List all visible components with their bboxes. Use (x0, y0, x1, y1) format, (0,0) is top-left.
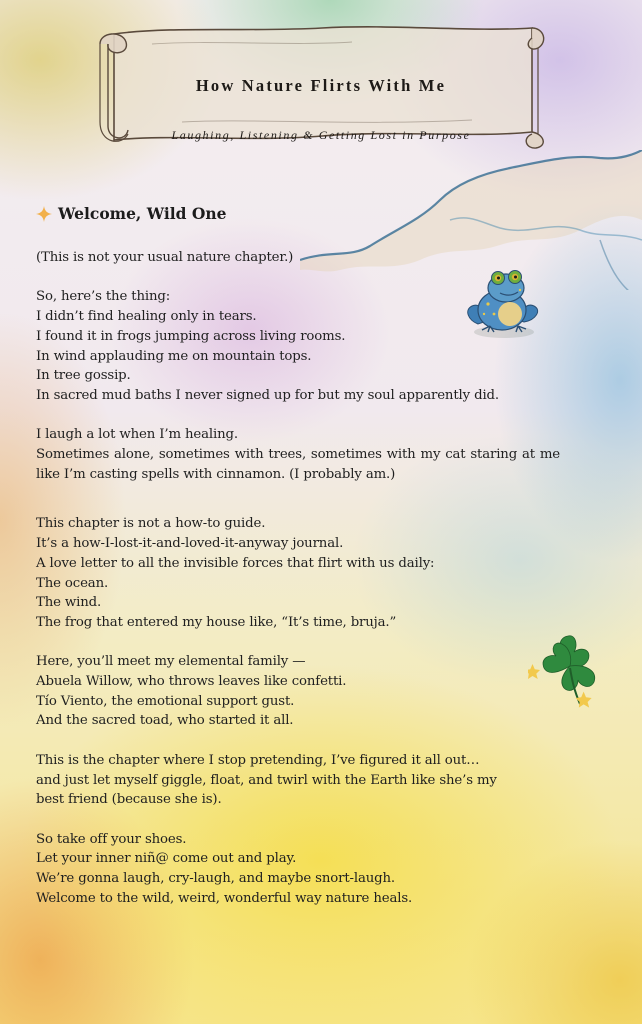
text-line: Abuela Willow, who throws leaves like confetti. (36, 674, 347, 690)
text-line: I didn’t find healing only in tears. (36, 309, 257, 325)
text-line: So take off your shoes. (36, 831, 187, 847)
text-line: I found it in frogs jumping across living rooms. (36, 328, 346, 344)
text-line: This chapter is not a how-to guide. (36, 516, 266, 532)
page-title: How Nature Flirts With Me (195, 76, 447, 95)
title-scroll-banner (92, 22, 550, 150)
text-line: Tío Viento, the emotional support gust. (36, 693, 295, 709)
text-line: The frog that entered my house like, “It’s time, bruja.” (36, 614, 397, 630)
text-line: In tree gossip. (36, 368, 131, 384)
text-line: So, here’s the thing: (36, 289, 171, 305)
text-line: and just let myself giggle, float, and twirl with the Earth like she’s my (36, 772, 497, 788)
text-line: We’re gonna laugh, cry-laugh, and maybe snort-laugh. (36, 871, 396, 887)
text-line: In sacred mud baths I never signed up for but my soul apparently did. (36, 387, 499, 403)
text-line: The wind. (36, 595, 102, 611)
text-line: I laugh a lot when I’m healing. (36, 427, 238, 443)
text-paragraph: Sometimes alone, sometimes with trees, sometimes with my cat staring at me like I’m casting spells with cinnamon. (I probably am.) (36, 447, 560, 482)
section-heading-text: Welcome, Wild One (58, 204, 227, 223)
text-line: Here, you’ll meet my elemental family — (36, 654, 306, 670)
page-subtitle: Laughing, Listening & Getting Lost in Purpose (171, 128, 471, 142)
text-line: Welcome to the wild, weird, wonderful way nature heals. (36, 890, 413, 906)
text-line: And the sacred toad, who started it all. (36, 713, 294, 729)
text-line: best friend (because she is). (36, 792, 222, 808)
text-line: It’s a how-I-lost-it-and-loved-it-anyway journal. (36, 536, 344, 552)
text-line: Let your inner niñ@ come out and play. (36, 851, 297, 867)
text-line: This is the chapter where I stop pretending, I’ve figured it all out… (36, 752, 480, 768)
clover-icon (528, 628, 612, 712)
text-line: A love letter to all the invisible forces that flirt with us daily: (36, 555, 435, 571)
text-line: (This is not your usual nature chapter.) (36, 250, 294, 265)
text-line: The ocean. (36, 575, 109, 591)
sparkle-icon (36, 206, 52, 222)
text-line: In wind applauding me on mountain tops. (36, 348, 312, 364)
chapter-body (36, 248, 560, 908)
section-heading (36, 204, 227, 223)
frog-icon (460, 262, 546, 342)
